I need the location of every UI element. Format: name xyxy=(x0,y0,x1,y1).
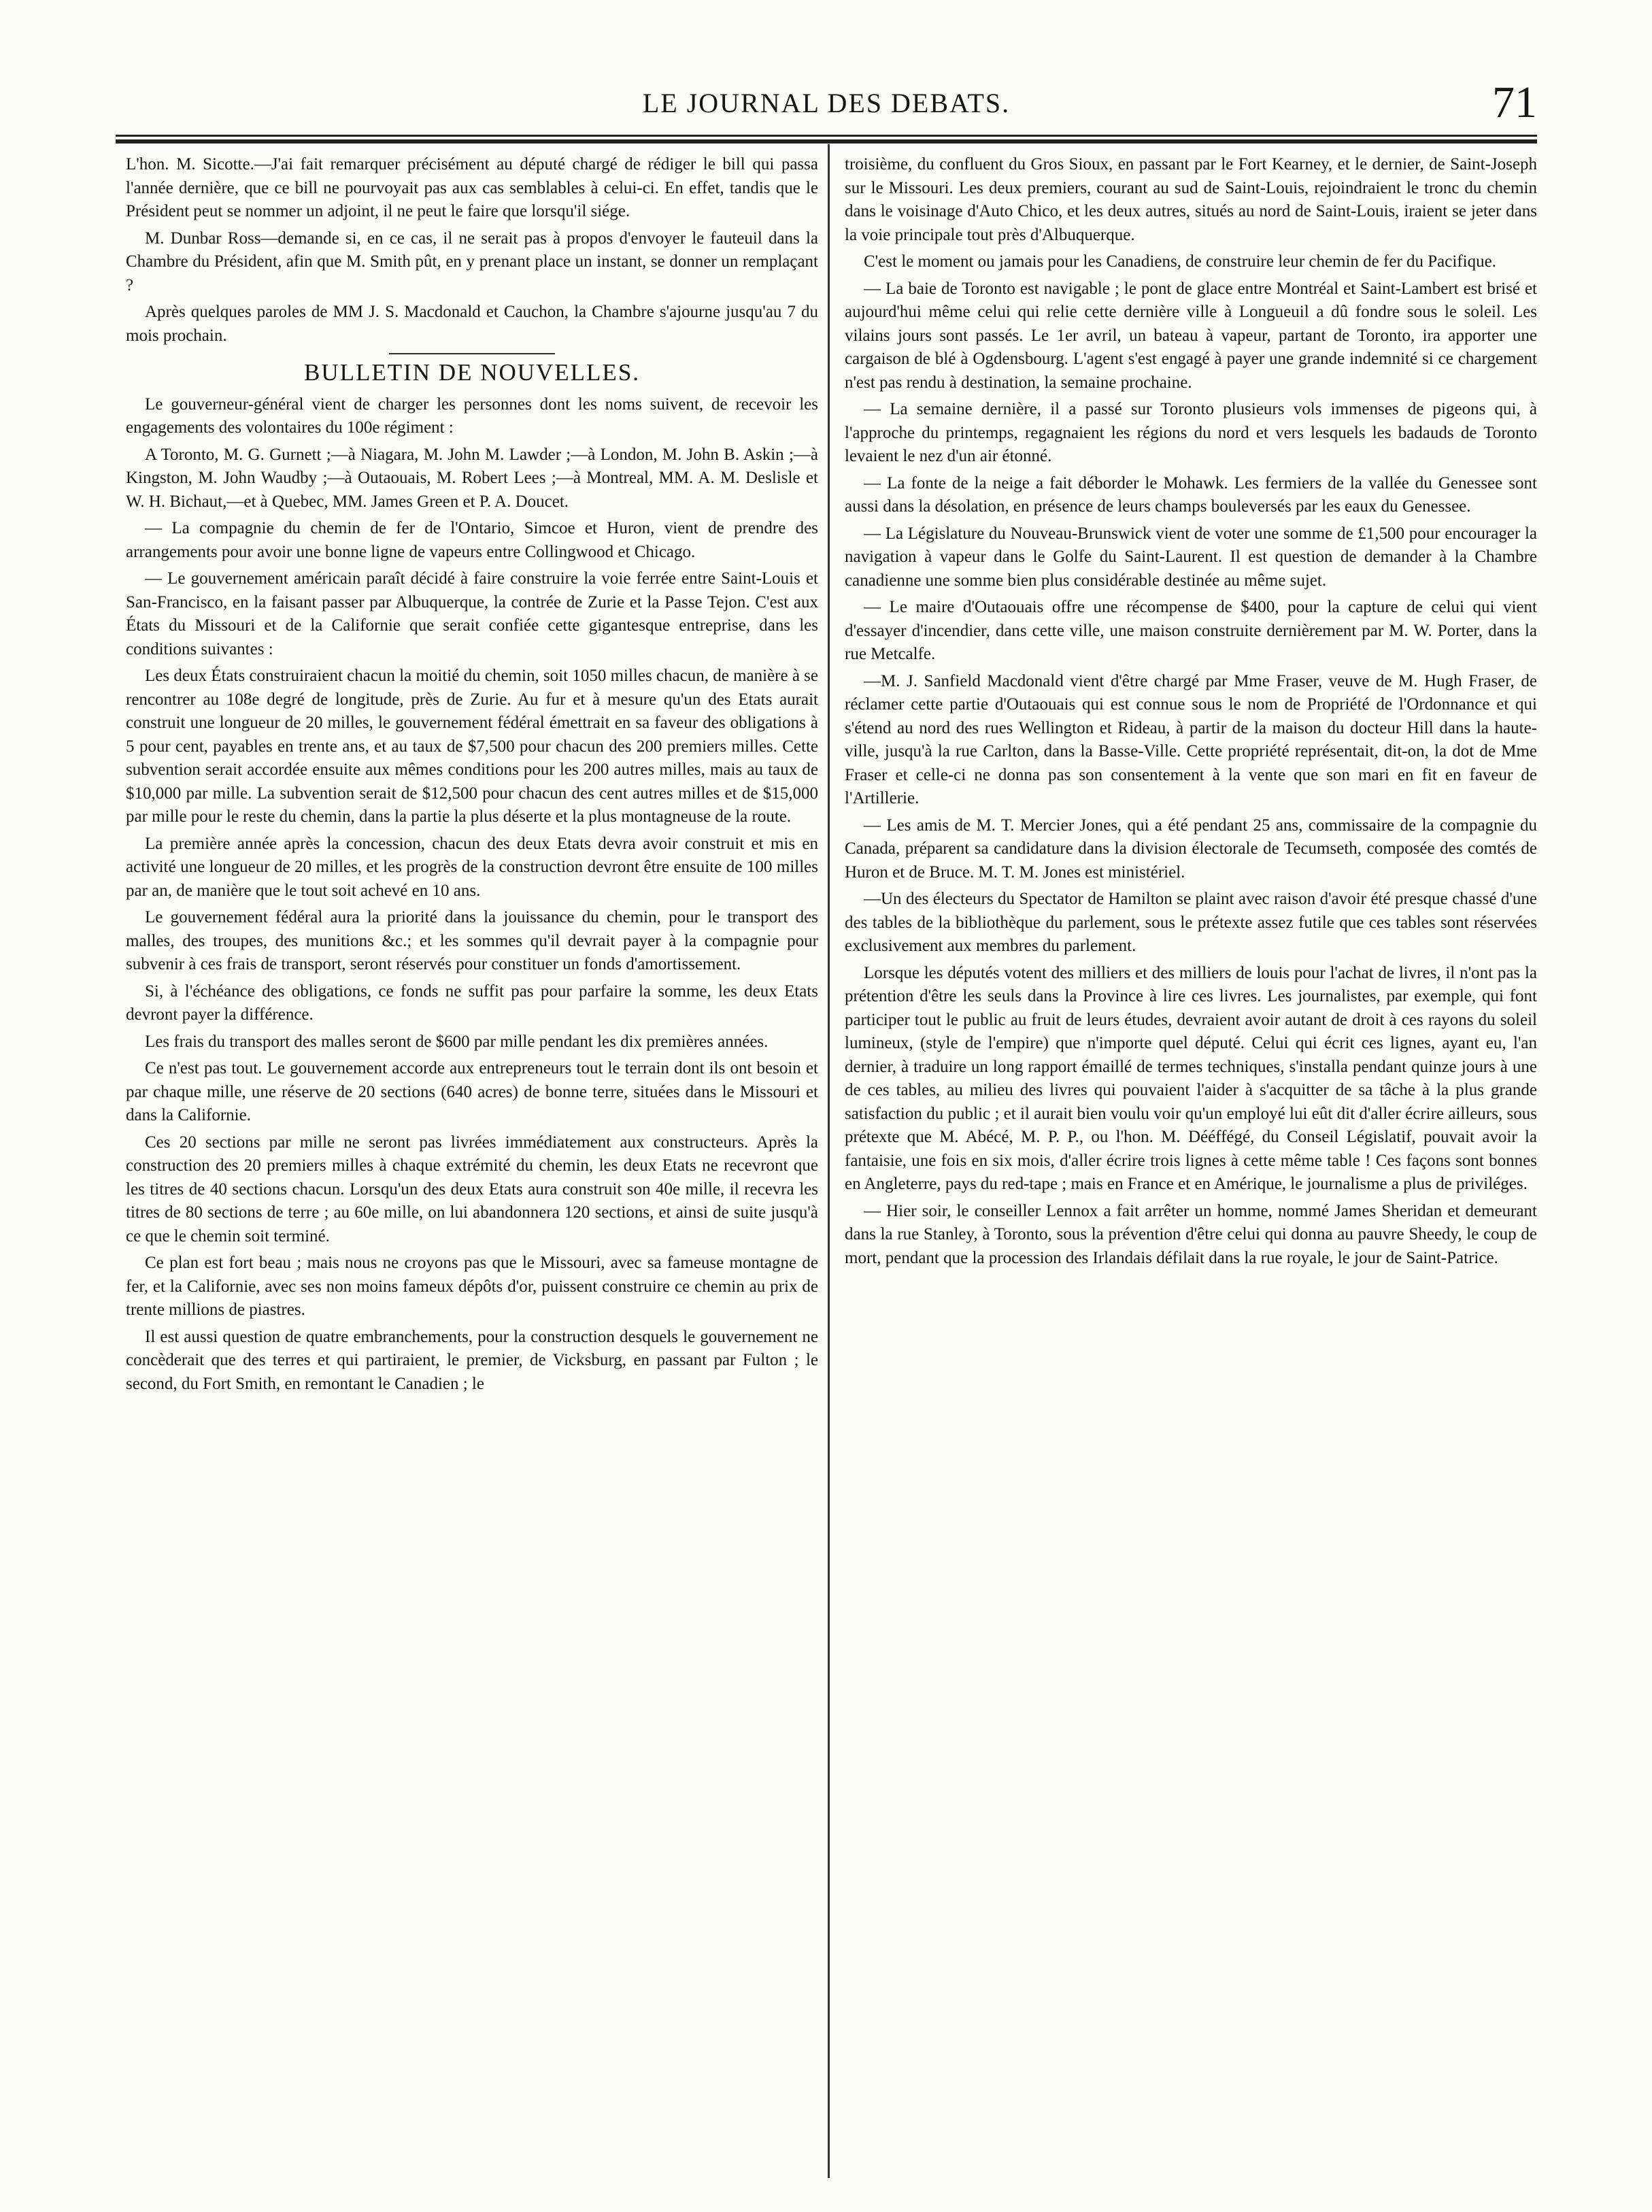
paragraph: C'est le moment ou jamais pour les Canadiens, de construire leur chemin de fer du Pacifique. xyxy=(864,252,1496,271)
paragraph: — Le gouvernement américain paraît décidé à faire construire la voie ferrée entre Saint-Louis et San-Francisco, en la faisant passer par Albuquerque, la contrée de Zurie et la Passe Tejon. C'est aux États du Missouri et de la Californie que serait confiée cette gigantesque entreprise, dans les conditions suivantes : xyxy=(126,569,818,658)
page-number: 71 xyxy=(1492,78,1537,127)
paragraph: — La semaine dernière, il a passé sur Toronto plusieurs vols immenses de pigeons qui, à l'approche du printemps, regagnaient les régions du nord et vers lesquels les badauds de Toronto levaient le nez d'un air étonné. xyxy=(845,400,1537,465)
paragraph: A Toronto, M. G. Gurnett ;—à Niagara, M. John M. Lawder ;—à London, M. John B. Askin ;—à Kingston, M. John Waudby ;—à Outaouais, M. Robert Lees ;—à Montreal, MM. A. M. Deslisle et W. H. Bichaut,—et à Quebec, MM. James Green et P. A. Doucet. xyxy=(126,445,818,511)
header-rule-thick xyxy=(116,139,1537,144)
right-column xyxy=(845,153,1537,2180)
paragraph: Après quelques paroles de MM J. S. Macdonald et Cauchon, la Chambre s'ajourne jusqu'au 7 du mois prochain. xyxy=(126,303,818,345)
paragraph: Lorsque les députés votent des milliers et des milliers de louis pour l'achat de livres, il n'ont pas la prétention d'être les seuls dans la Province à lire ces livres. Les journalistes, par exemple, qui font participer tout le public au fruit de leurs études, devraient avoir autant de droit à ces rayons du soleil lumineux, (style de l'empire) que n'importe quel député. Celui qui écrit ces lignes, ayant eu, l'an dernier, à traduire un long rapport émaillé de termes techniques, s'installa pendant quinze jours à une de ces tables, au milieu des livres qui pouvaient l'aider à s'acquitter de sa tâche à la plus grande satisfaction du public ; et il aurait bien voulu voir qu'un employé lui eût dit d'aller écrire ailleurs, sous prétexte que M. Abécé, M. P. P., ou l'hon. M. Dééffégé, du Conseil Législatif, pouvait avoir la fantaisie, une fois en six mois, d'aller écrire trois lignes à cette même table ! Ces façons sont bonnes en Angleterre, pays du red-tape ; mais en France et en Amérique, le journalisme a plus de priviléges. xyxy=(845,963,1537,1193)
paragraph: Si, à l'échéance des obligations, ce fonds ne suffit pas pour parfaire la somme, les deux Etats devront payer la différence. xyxy=(126,982,818,1024)
paragraph: —Un des électeurs du Spectator de Hamilton se plaint avec raison d'avoir été presque chassé d'une des tables de la bibliothèque du parlement, sous le prétexte assez futile que ces tables sont réservées exclusivement aux membres du parlement. xyxy=(845,890,1537,955)
paragraph: — Hier soir, le conseiller Lennox a fait arrêter un homme, nommé James Sheridan et demeurant dans la rue Stanley, à Toronto, sous la prévention d'être celui qui donna au pauvre Sheedy, le coup de mort, pendant que la procession des Irlandais défilait dans la rue royale, le jour de Saint-Patrice. xyxy=(845,1201,1537,1267)
paragraph: — La compagnie du chemin de fer de l'Ontario, Simcoe et Huron, vient de prendre des arrangements pour avoir une bonne ligne de vapeurs entre Collingwood et Chicago. xyxy=(126,519,818,561)
paragraph: Ce plan est fort beau ; mais nous ne croyons pas que le Missouri, avec sa fameuse montagne de fer, et la Californie, avec ses non moins fameux dépôts d'or, puissent construire ce chemin au prix de trente millions de piastres. xyxy=(126,1254,818,1319)
paragraph: — La baie de Toronto est navigable ; le pont de glace entre Montréal et Saint-Lambert est brisé et aujourd'hui même celui qui relie cette dernière ville à Longueuil a dû fondre sous le soleil. Les vilains jours sont passés. Le 1er avril, un bateau à vapeur, partant de Toronto, ira apporter une cargaison de blé à Ogdensbourg. L'agent s'est engagé à payer une grande indemnité si ce chargement n'est pas rendu à destination, la semaine prochaine. xyxy=(845,279,1537,392)
paragraph: Le gouverneur-général vient de charger les personnes dont les noms suivent, de recevoir les engagements des volontaires du 100e régiment : xyxy=(126,395,818,437)
paragraph: Il est aussi question de quatre embranchements, pour la construction desquels le gouvernement ne concèderait que des terres et qui partiraient, le premier, de Vicksburg, en passant par Fulton ; le second, du Fort Smith, en remontant le Canadien ; le xyxy=(126,1327,818,1393)
paragraph: Ces 20 sections par mille ne seront pas livrées immédiatement aux constructeurs. Après la construction des 20 premiers milles à chaque extrémité du chemin, les deux Etats ne recevront que les titres de 40 sections chacun. Lorsqu'un des deux Etats aura construit son 40e mille, il recevra les titres de 80 sections de terre ; au 60e mille, on lui abandonnera 120 sections, et ainsi de suite jusqu'à ce que le chemin soit terminé. xyxy=(126,1133,818,1245)
paragraph: — Les amis de M. T. Mercier Jones, qui a été pendant 25 ans, commissaire de la compagnie du Canada, préparent sa candidature dans la division électorale de Tecumseth, composée des comtés de Huron et de Bruce. M. T. M. Jones est ministériel. xyxy=(845,816,1537,882)
paragraph: M. Dunbar Ross—demande si, en ce cas, il ne serait pas à propos d'envoyer le fauteuil dans la Chambre du Président, afin que M. Smith pût, en y prenant place un instant, se donner un remplaçant ? xyxy=(126,229,818,295)
paragraph: La première année après la concession, chacun des deux Etats devra avoir construit et mis en activité une longueur de 20 milles, et les progrès de la construction devront être ensuite de 100 milles par an, de manière que le tout soit achevé en 10 ans. xyxy=(126,834,818,900)
paragraph: Les deux États construiraient chacun la moitié du chemin, soit 1050 milles chacun, de manière à se rencontrer au 108e degré de longitude, près de Zurie. Au fur et à mesure qu'un des Etats aurait construit une longueur de 20 milles, le gouvernement fédéral émettrait en sa faveur des obligations à 5 pour cent, payables en trente ans, et au taux de $7,500 pour chacun des 200 premiers milles. Cette subvention serait accordée ensuite aux mêmes conditions pour les 200 autres milles, mais au taux de $10,000 par mille. La subvention serait de $12,500 pour chacun des cent autres milles et de $15,000 par mille pour le reste du chemin, dans la partie la plus déserte et la plus montagneuse de la route. xyxy=(126,667,818,826)
page-header xyxy=(116,80,1537,135)
paragraph: — Le maire d'Outaouais offre une récompense de $400, pour la capture de celui qui vient d'essayer d'incendier, dans cette ville, une maison construite dernièrement par M. W. Porter, dans la rue Metcalfe. xyxy=(845,598,1537,663)
paragraph: — La Législature du Nouveau-Brunswick vient de voter une somme de £1,500 pour encourager la navigation à vapeur dans le Golfe du Saint-Laurent. Il est question de demander à la Chambre canadienne une somme bien plus considérable destinée au même sujet. xyxy=(845,524,1537,590)
paragraph: —M. J. Sanfield Macdonald vient d'être chargé par Mme Fraser, veuve de M. Hugh Fraser, de réclamer cette partie d'Outaouais qui est connue sous le nom de Propriété de l'Ordonnance et qui s'étend au nord des rues Wellington et Rideau, à partir de la maison du docteur Hill dans la haute-ville, jusqu'à la rue Carlton, dans la Basse-Ville. Cette propriété représentait, dit-on, la dot de Mme Fraser et celle-ci ne donna pas son consentement à la vente que son mari en fit en faveur de l'Artillerie. xyxy=(845,671,1537,807)
left-column xyxy=(126,153,818,2180)
column-divider xyxy=(828,144,830,2178)
paragraph: — La fonte de la neige a fait déborder le Mohawk. Les fermiers de la vallée du Genessee sont aussi dans la désolation, en présence de leurs champs bouleversés par les eaux du Genessee. xyxy=(845,473,1537,516)
journal-title: LE JOURNAL DES DEBATS. xyxy=(642,88,1011,118)
header-rule-thin xyxy=(116,135,1537,137)
paragraph: Les frais du transport des malles seront de $600 par mille pendant les dix premières années. xyxy=(145,1032,769,1051)
paragraph: L'hon. M. Sicotte.—J'ai fait remarquer précisément au député chargé de rédiger le bill qui passa l'année dernière, que ce bill ne pourvoyait pas aux cas semblables à celui-ci. En effet, tandis que le Président peut se nommer un adjoint, il ne peut le faire que lorsqu'il siége. xyxy=(126,155,818,220)
paragraph: Le gouvernement fédéral aura la priorité dans la jouissance du chemin, pour le transport des malles, des troupes, des munitions &c.; et les sommes qu'il devrait payer à la compagnie pour subvenir à ces frais de transport, seront réservés pour constituer un fonds d'amortissement. xyxy=(126,908,818,973)
bulletin-heading: BULLETIN DE NOUVELLES. xyxy=(126,353,818,385)
paragraph: troisième, du confluent du Gros Sioux, en passant par le Fort Kearney, et le dernier, de Saint-Joseph sur le Missouri. Les deux premiers, courant au sud de Saint-Louis, rejoindraient le tronc du chemin dans le voisinage d'Auto Chico, et les deux autres, situés au nord de Saint-Louis, iraient se jeter dans la voie principale tout près d'Albuquerque. xyxy=(845,155,1537,244)
paragraph: Ce n'est pas tout. Le gouvernement accorde aux entrepreneurs tout le terrain dont ils ont besoin et par chaque mille, une réserve de 20 sections (640 acres) de bonne terre, situées dans le Missouri et dans la Californie. xyxy=(126,1059,818,1124)
